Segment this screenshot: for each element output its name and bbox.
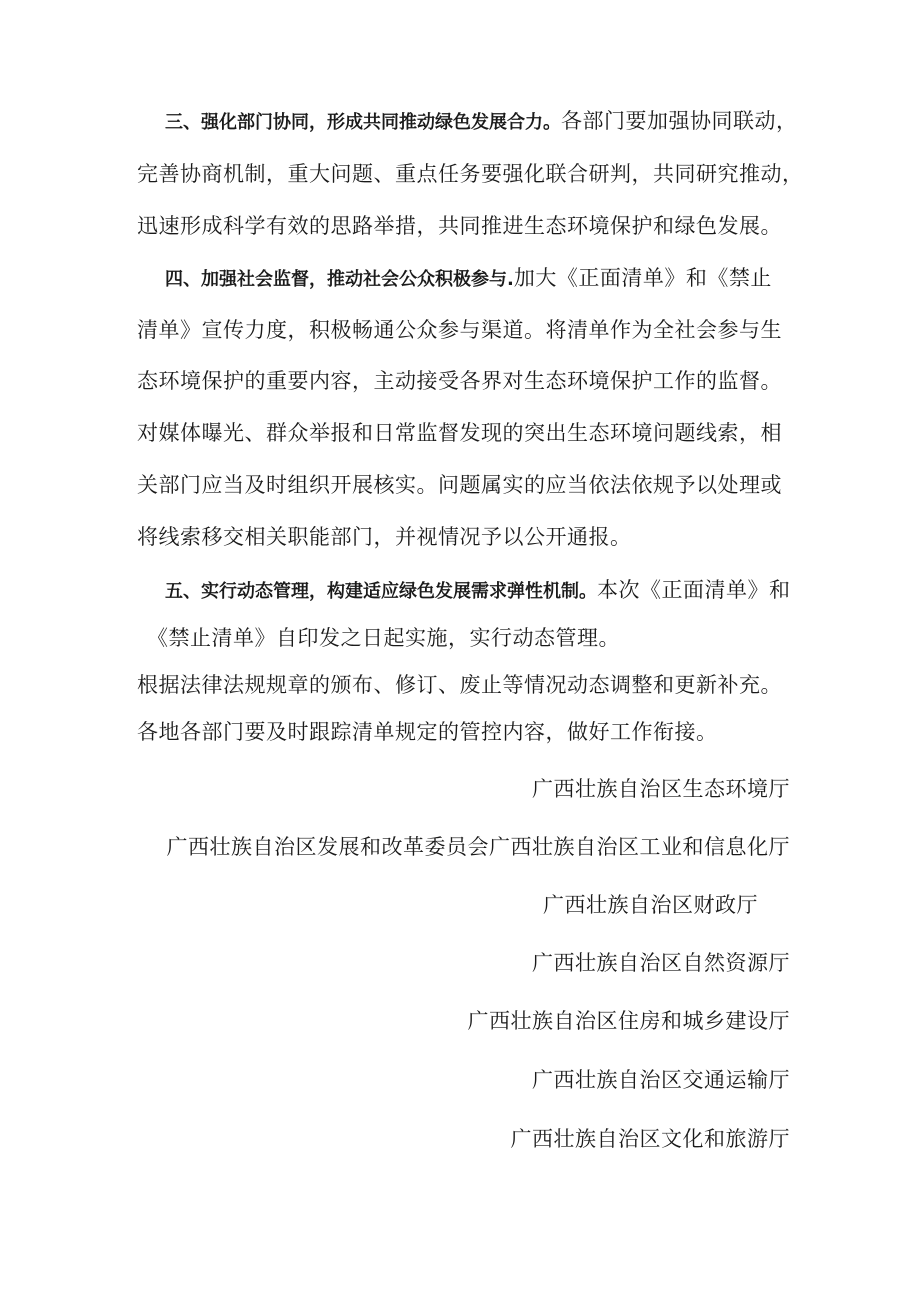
section-5-text: 本次《正面清单》和	[597, 578, 791, 602]
section-4-heading: 四、加强社会监督，推动社会公众积极参与.	[165, 269, 514, 290]
section-4-line: 关部门应当及时组织开展核实。问题属实的应当依法依规予以处理或	[137, 473, 782, 497]
signature-line: 广西壮族自治区发展和改革委员会广西壮族自治区工业和信息化厅	[166, 835, 790, 859]
section-3-line: 完善协商机制，重大问题、重点任务要强化联合研判，共同研究推动，	[137, 162, 804, 186]
section-4-line: 清单》宣传力度，积极畅通公众参与渠道。将清单作为全社会参与生	[137, 318, 782, 342]
signature-line: 广西壮族自治区文化和旅游厅	[510, 1127, 790, 1151]
signature-line: 广西壮族自治区住房和城乡建设厅	[467, 1009, 790, 1033]
section-3-heading: 三、强化部门协同，形成共同推动绿色发展合力。	[165, 112, 561, 133]
section-4-line: 将线索移交相关职能部门，并视情况予以公开通报。	[137, 525, 632, 549]
section-5-line: 《禁止清单》自印发之日起实施，实行动态管理。	[147, 626, 620, 650]
section-3-line: 迅速形成科学有效的思路举措，共同推进生态环境保护和绿色发展。	[137, 214, 782, 238]
section-4-text: 加大《正面清单》和《禁止	[513, 266, 772, 290]
section-5-first-line	[165, 575, 791, 607]
section-4-first-line	[165, 263, 772, 295]
section-5-heading: 五、实行动态管理，构建适应绿色发展需求弹性机制。	[165, 581, 597, 602]
section-4-line: 对媒体曝光、群众举报和日常监督发现的突出生态环境问题线索，相	[137, 421, 782, 445]
section-5-line: 各地各部门要及时跟踪清单规定的管控内容，做好工作衔接。	[137, 720, 718, 744]
signature-line: 广西壮族自治区生态环境厅	[532, 777, 790, 801]
section-4-line: 态环境保护的重要内容，主动接受各界对生态环境保护工作的监督。	[137, 369, 782, 393]
section-3-first-line	[165, 106, 798, 138]
signature-line: 广西壮族自治区自然资源厅	[532, 951, 790, 975]
signature-line: 广西壮族自治区交通运输厅	[532, 1068, 790, 1092]
section-5-line: 根据法律法规规章的颁布、修订、废止等情况动态调整和更新补充。	[137, 673, 782, 697]
signature-line: 广西壮族自治区财政厅	[543, 893, 758, 917]
section-3-text: 各部门要加强协同联动，	[561, 109, 798, 133]
